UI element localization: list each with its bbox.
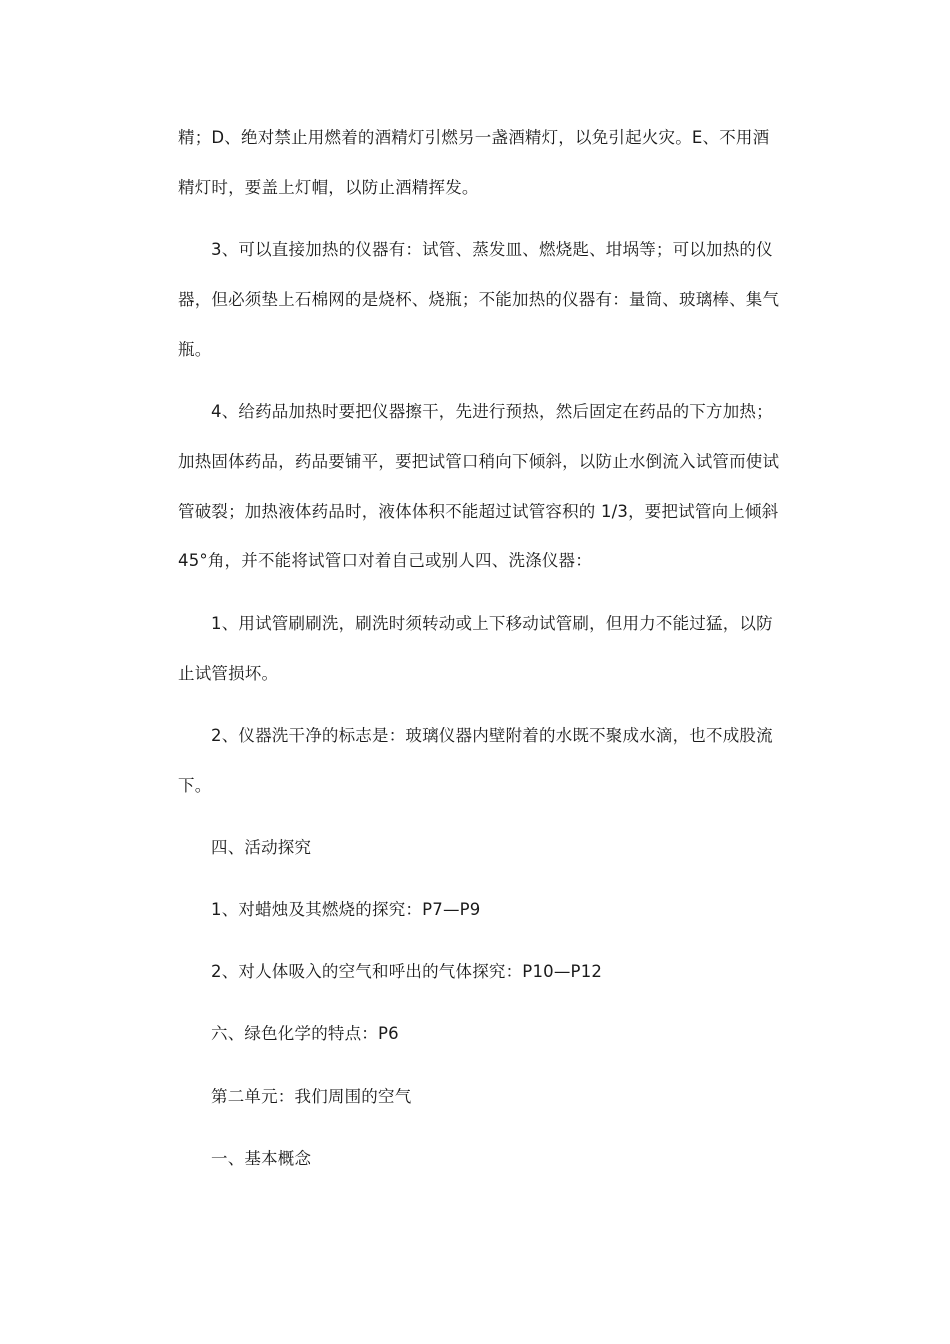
- text-line: 精；D、绝对禁止用燃着的酒精灯引燃另一盏酒精灯，以免引起火灾。E、不用酒: [178, 128, 770, 147]
- text-line: 器，但必须垫上石棉网的是烧杯、烧瓶；不能加热的仪器有：量筒、玻璃棒、集气: [178, 290, 780, 309]
- text-line: 止试管损坏。: [178, 664, 279, 683]
- text-line: 1、用试管刷刷洗，刷洗时须转动或上下移动试管刷，但用力不能过猛，以防: [211, 614, 773, 633]
- text-line: 2、仪器洗干净的标志是：玻璃仪器内壁附着的水既不聚成水滴，也不成股流: [211, 726, 773, 745]
- section-heading: 一、基本概念: [211, 1149, 312, 1168]
- text-line: 3、可以直接加热的仪器有：试管、蒸发皿、燃烧匙、坩埚等；可以加热的仪: [211, 240, 773, 259]
- text-line: 加热固体药品，药品要铺平，要把试管口稍向下倾斜，以防止水倒流入试管而使试: [178, 452, 780, 471]
- section-heading: 四、活动探究: [211, 838, 312, 857]
- section-heading: 六、绿色化学的特点：P6: [211, 1024, 399, 1043]
- text-line: 瓶。: [178, 340, 212, 359]
- text-line: 2、对人体吸入的空气和呼出的气体探究：P10—P12: [211, 962, 603, 981]
- text-line: 管破裂；加热液体药品时，液体体积不能超过试管容积的 1/3，要把试管向上倾斜: [178, 502, 779, 521]
- text-line: 45°角，并不能将试管口对着自己或别人四、洗涤仪器：: [178, 551, 592, 570]
- text-line: 下。: [178, 776, 212, 795]
- text-line: 4、给药品加热时要把仪器擦干，先进行预热，然后固定在药品的下方加热；: [211, 402, 773, 421]
- text-line: 1、对蜡烛及其燃烧的探究：P7—P9: [211, 900, 481, 919]
- unit-heading: 第二单元：我们周围的空气: [211, 1087, 412, 1106]
- text-line: 精灯时，要盖上灯帽，以防止酒精挥发。: [178, 178, 479, 197]
